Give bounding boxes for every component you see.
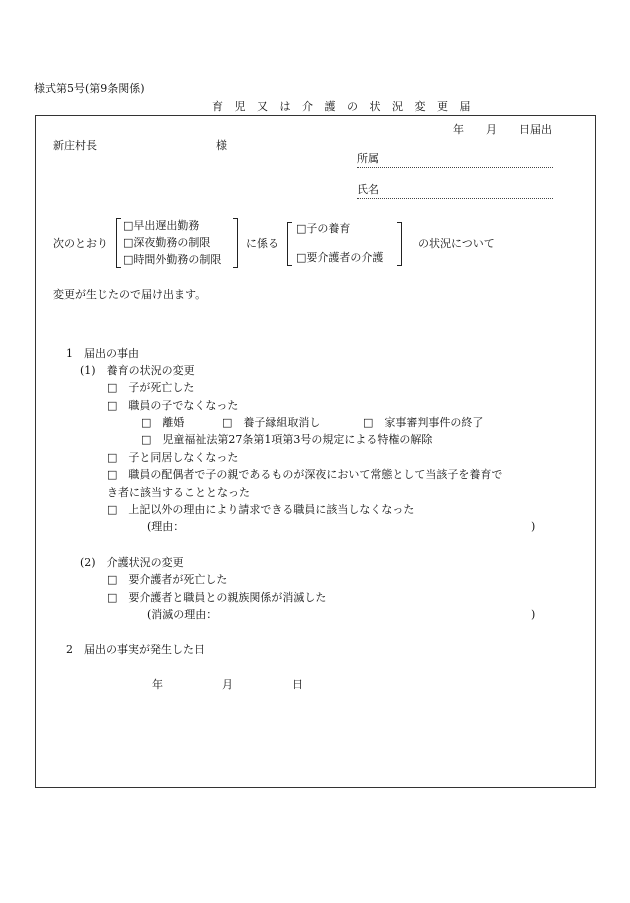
reason-close: ) bbox=[531, 520, 536, 533]
work-bracket-left bbox=[116, 218, 121, 268]
care-option-child[interactable]: □子の養育 bbox=[296, 222, 351, 235]
occurrence-day[interactable]: 日 bbox=[292, 678, 303, 691]
item-special-dissolution[interactable]: □ 児童福祉法第27条第1項第3号の規定による特権の解除 bbox=[141, 433, 433, 446]
occurrence-year[interactable]: 年 bbox=[152, 678, 163, 691]
section1-sub2-heading: (2) 介護状況の変更 bbox=[80, 556, 184, 569]
item-child-died[interactable]: □ 子が死亡した bbox=[107, 381, 195, 394]
item-relation-ended[interactable]: □ 要介護者と職員との親族関係が消滅した bbox=[107, 591, 327, 604]
date-line[interactable]: 年 月 日届出 bbox=[453, 123, 552, 136]
work-option-night[interactable]: □深夜勤務の制限 bbox=[123, 236, 211, 249]
item-not-living[interactable]: □ 子と同居しなくなった bbox=[107, 451, 239, 464]
change-statement: 変更が生じたので届け出ます。 bbox=[53, 288, 207, 301]
section1-heading: 1 届出の事由 bbox=[66, 347, 139, 360]
item-family-court[interactable]: □ 家事審判事件の終了 bbox=[363, 416, 484, 429]
addressee: 新庄村長 bbox=[53, 139, 97, 152]
name-field[interactable] bbox=[357, 198, 553, 199]
reason-field[interactable] bbox=[200, 520, 520, 534]
occurrence-month[interactable]: 月 bbox=[222, 678, 233, 691]
item-care-died[interactable]: □ 要介護者が死亡した bbox=[107, 573, 228, 586]
work-bracket-right bbox=[233, 218, 238, 268]
intro-prefix: 次のとおり bbox=[53, 237, 108, 250]
affiliation-label: 所属 bbox=[357, 152, 379, 165]
item-divorce[interactable]: □ 離婚 bbox=[141, 416, 185, 429]
extinction-close: ) bbox=[531, 608, 536, 621]
section1-sub1-heading: (1) 養育の状況の変更 bbox=[80, 364, 195, 377]
name-label: 氏名 bbox=[357, 183, 379, 196]
extinction-field[interactable] bbox=[225, 608, 520, 622]
item-spouse-line2: き者に該当することとなった bbox=[107, 486, 250, 499]
item-not-child[interactable]: □ 職員の子でなくなった bbox=[107, 399, 239, 412]
item-spouse-line1[interactable]: □ 職員の配偶者で子の親であるものが深夜において常態として当該子を養育で bbox=[107, 468, 503, 481]
work-option-early-late[interactable]: □早出遅出勤務 bbox=[123, 219, 200, 232]
intro-suffix: の状況について bbox=[418, 237, 495, 250]
item-adoption-cancel[interactable]: □ 養子縁組取消し bbox=[222, 416, 321, 429]
affiliation-field[interactable] bbox=[357, 167, 553, 168]
care-bracket-left bbox=[287, 222, 292, 266]
page-title: 育 児 又 は 介 護 の 状 況 変 更 届 bbox=[212, 100, 475, 113]
care-option-nursing[interactable]: □要介護者の介護 bbox=[296, 251, 384, 264]
care-bracket-right bbox=[397, 222, 402, 266]
work-option-overtime[interactable]: □時間外勤務の制限 bbox=[123, 253, 222, 266]
honorific: 様 bbox=[216, 139, 227, 152]
extinction-label: (消滅の理由： bbox=[147, 608, 218, 621]
form-number: 様式第5号(第9条関係) bbox=[34, 82, 145, 95]
section2-heading: 2 届出の事実が発生した日 bbox=[66, 643, 205, 656]
intro-connector: に係る bbox=[246, 237, 279, 250]
reason-label: (理由： bbox=[147, 520, 185, 533]
item-other-reason[interactable]: □ 上記以外の理由により請求できる職員に該当しなくなった bbox=[107, 503, 415, 516]
